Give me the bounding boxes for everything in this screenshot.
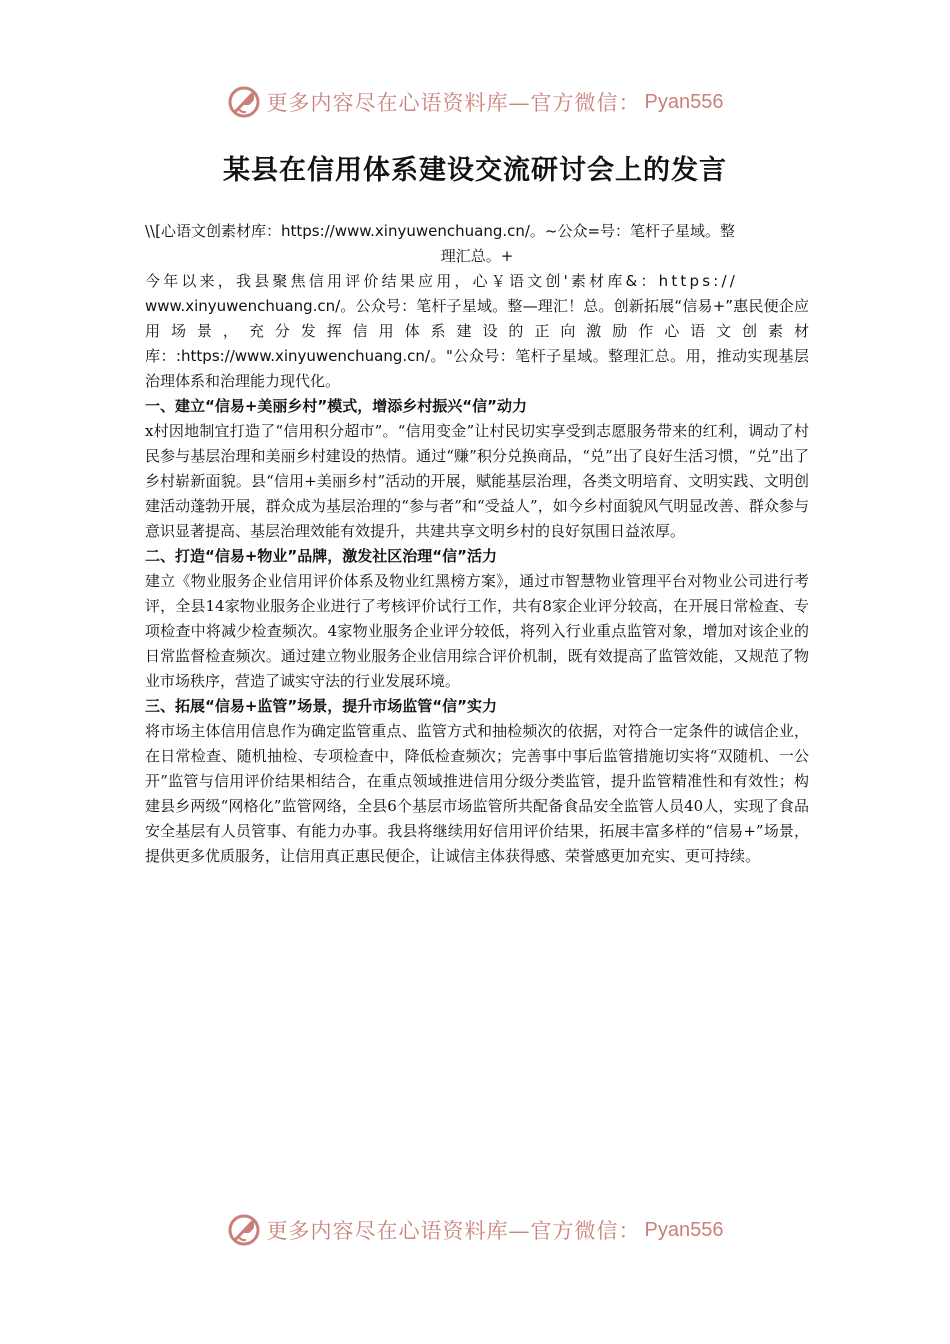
source-line-continued: 理汇总。+ [440,247,514,265]
footer-banner [0,1210,950,1250]
section-body-1: x村因地制宜打造了“信用积分超市”。“信用变金”让村民切实享受到志愿服务带来的红利，调动了村民参与基层治理和美丽乡村建设的热情。通过“赚”积分兑换商品，“兑”出了良好生活习惯，“兑”出了乡村崭新面貌。县“信用+美丽乡村”活动的开展，赋能基层治理，各类文明培育、文明实践、文明创建活动蓬勃开展，群众成为基层治理的“参与者”和“受益人”，如今乡村面貌风气明显改善、群众参与意识显著提高、基层治理效能有效提升，共建共享文明乡村的良好氛围日益浓厚。 [145,422,809,540]
footer-banner-text: 更多内容尽在心语资料库—官方微信： [266,1219,641,1243]
section-heading-1: 一、建立“信易+美丽乡村”模式，增添乡村振兴“信”动力 [145,397,528,415]
document-title: 某县在信用体系建设交流研讨会上的发言 [223,155,727,186]
document-body [145,219,809,869]
intro-first-line: 今年以来，我县聚焦信用评价结果应用，心￥语文创'素材库&：https:// [145,272,738,290]
section-body-3: 将市场主体信用信息作为确定监管重点、监管方式和抽检频次的依据，对符合一定条件的诚信企业，在日常检查、随机抽检、专项检查中，降低检查频次；完善事中事后监管措施切实将“双随机、一公开”监管与信用评价结果相结合，在重点领域推进信用分级分类监管，提升监管精准性和有效性；构建县乡两级“网格化”监管网络，全县6个基层市场监管所共配备食品安全监管人员40人，实现了食品安全基层有人员管事、有能力办事。我县将继续用好信用评价结果，拓展丰富多样的“信易+”场景，提供更多优质服务，让信用真正惠民便企，让诚信主体获得感、荣誉感更加充实、更可持续。 [145,722,809,865]
source-line: \\[心语文创素材库：https://www.xinyuwenchuang.cn/。~公众=号：笔杆子星域。整 [145,222,736,240]
header-banner-wechat-id: Pyan556 [644,90,724,113]
quill-logo-icon [227,85,261,119]
section-heading-3: 三、拓展“信易+监管”场景，提升市场监管“信”实力 [145,697,498,715]
footer-banner-wechat-id: Pyan556 [644,1218,724,1241]
quill-logo-icon [227,1213,261,1247]
header-banner-text: 更多内容尽在心语资料库—官方微信： [266,91,641,115]
section-body-2: 建立《物业服务企业信用评价体系及物业红黑榜方案》，通过市智慧物业管理平台对物业公司进行考评，全县14家物业服务企业进行了考核评价试行工作，共有8家企业评分较高，在开展日常检查、专项检查中将减少检查频次。4家物业服务企业评分较低，将列入行业重点监管对象，增加对该企业的日常监督检查频次。通过建立物业服务企业信用综合评价机制，既有效提高了监管效能，又规范了物业市场秩序，营造了诚实守法的行业发展环境。 [145,572,809,690]
header-banner [0,82,950,122]
section-heading-2: 二、打造“信易+物业”品牌，激发社区治理“信”活力 [145,547,498,565]
intro-paragraph: www.xinyuwenchuang.cn/。公众号：笔杆子星域。整—理汇！总。创新拓展“信易+”惠民便企应用场景，充分发挥信用体系建设的正向激励作心语文创素材库：:https://www.xinyuwenchuang.cn/。"公众号：笔杆子星域。整理汇总。用，推动实现基层治理体系和治理能力现代化。 [145,297,809,390]
